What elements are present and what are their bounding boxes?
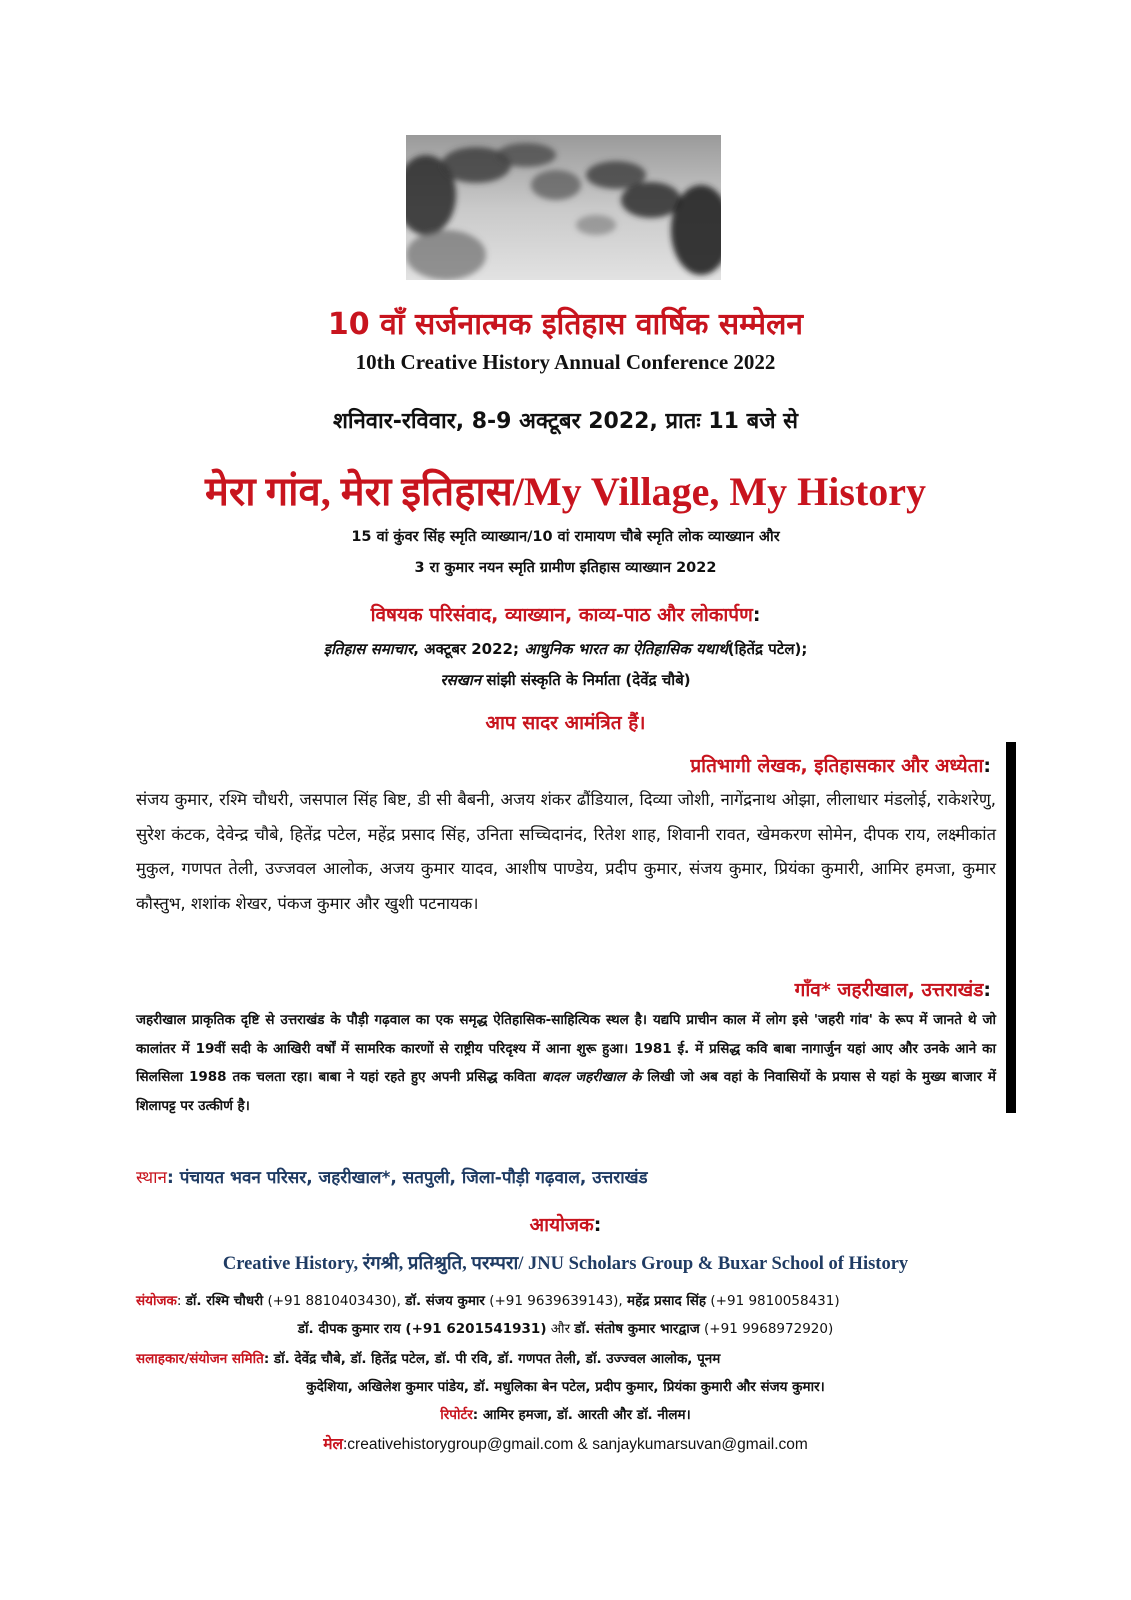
publication-raskhan-subtitle: सांझी संस्कृति के निर्माता (देवेंद्र चौबे) xyxy=(481,671,691,689)
convener-part: (+91 9639639143), xyxy=(484,1293,628,1309)
venue-label: स्थान xyxy=(136,1168,167,1188)
reporters-text: : आमिर हमजा, डॉ. आरती और डॉ. नीलम। xyxy=(472,1407,691,1423)
program-topics-heading xyxy=(0,601,1131,627)
lecture-series-line-2: 3 रा कुमार नयन स्मृति ग्रामीण इतिहास व्याख्यान 2022 xyxy=(414,560,717,576)
publications-line-1 xyxy=(0,639,1131,659)
participants-list: संजय कुमार, रश्मि चौधरी, जसपाल सिंह बिष्ट, डी सी बैबनी, अजय शंकर ढौंडियाल, दिव्या जोशी, नागेंद्रनाथ ओझा, लीलाधार मंडलोई, राकेशरेणु, सुरेश कंटक, देवेन्द्र चौबे, हितेंद्र पटेल, महेंद्र प्रसाद सिंह, उनिता सच्चिदानंद, रितेश शाह, शिवानी रावत, खेमकरण सोमेन, दीपक राय, लक्ष्मीकांत मुकुल, गणपत तेली, उज्जवल आलोक, अजय कुमार यादव, आशीष पाण्डेय, प्रदीप कुमार, संजय कुमार, प्रियंका कुमारी, आमिर हमजा, कुमार कौस्तुभ, शशांक शेखर, पंकज कुमार और खुशी पटनायक। xyxy=(136,790,996,913)
venue xyxy=(136,1165,648,1188)
conference-title-english: 10th Creative History Annual Conference 2022 xyxy=(355,350,776,374)
convener-part: डॉ. संतोष कुमार भारद्वाज xyxy=(574,1321,700,1337)
village-heading xyxy=(795,976,991,1002)
header-photo xyxy=(406,135,721,280)
mail-label: मेल xyxy=(323,1435,343,1453)
reporters xyxy=(0,1405,1131,1423)
organizers-colon: : xyxy=(593,1214,602,1236)
event-theme: मेरा गांव, मेरा इतिहास/My Village, My History xyxy=(204,469,927,514)
conveners-names-2 xyxy=(298,1321,833,1337)
village-text-a: जहरीखाल प्राकृतिक दृष्टि से उत्तराखंड के पौड़ी गढ़वाल का एक समृद्ध ऐतिहासिक-साहित्यिक स्थल है। यद्यपि प्राचीन काल में लोग इसे 'जहरी गांव' के रूप में जानते थे जो कालांतर में 19वीं सदी के आखिरी वर्षों में सामरिक कारणों से राष्ट्रीय परिदृश्य में आना शुरू हुआ। 1981 ई. में प्रसिद्ध कवि बाबा नागार्जुन यहां आए और उनके आने का सिलसिला 1988 तक चलता रहा। बाबा ने यहां रहते हुए अपनी प्रसिद्ध कविता xyxy=(136,1012,996,1085)
conveners-names-1 xyxy=(177,1293,840,1309)
advisory-text-1: : डॉ. देवेंद्र चौबे, डॉ. हितेंद्र पटेल, डॉ. पी रवि, डॉ. गणपत तेली, डॉ. उज्ज्वल आलोक, पूनम xyxy=(263,1351,721,1367)
organizers-list: Creative History, रंगश्री, प्रतिश्रुति, परम्परा/ JNU Scholars Group & Buxar School of History xyxy=(222,1254,909,1274)
conveners-label: संयोजक xyxy=(136,1293,177,1309)
publication-raskhan: रसखान xyxy=(440,671,482,689)
village-description xyxy=(136,1006,996,1120)
village-colon: : xyxy=(983,979,991,1001)
event-date: शनिवार-रविवार, 8-9 अक्टूबर 2022, प्रातः 11 बजे से xyxy=(332,409,799,434)
convener-part: और xyxy=(546,1321,575,1337)
village-text-b: लिखी जो अब वहां के निवासियों के प्रयास से यहां के मुख्य बाजार में शिलापट्ट पर उत्कीर्ण है। xyxy=(136,1069,996,1114)
convener-part: डॉ. रश्मि चौधरी xyxy=(185,1293,264,1309)
convener-part: महेंद्र प्रसाद सिंह xyxy=(627,1293,707,1309)
invitation-text: आप सादर आमंत्रित हैं। xyxy=(485,712,646,734)
convener-part: (+91 8810403430), xyxy=(263,1293,406,1309)
conveners-line-2 xyxy=(0,1319,1131,1337)
publication-date: , अक्टूबर 2022; xyxy=(413,640,525,658)
program-topics-label: विषयक परिसंवाद, व्याख्यान, काव्य-पाठ और लोकार्पण xyxy=(370,604,753,626)
mail-addresses: :creativehistorygroup@gmail.com & sanjaykumarsuvan@gmail.com xyxy=(343,1436,808,1453)
lecture-series-line-1: 15 वां कुंवर सिंह स्मृति व्याख्यान/10 वां रामायण चौबे स्मृति लोक व्याख्यान और xyxy=(351,529,780,545)
right-margin-bar xyxy=(1006,742,1016,1113)
participants-heading xyxy=(690,752,991,778)
convener-part: (+91 9968972920) xyxy=(699,1321,834,1337)
convener-part: डॉ. दीपक कुमार राय (+91 6201541931) xyxy=(297,1321,547,1337)
reporters-label: रिपोर्टर xyxy=(440,1407,473,1423)
publications-line-2 xyxy=(0,670,1131,690)
advisory-label: सलाहकार/संयोजन समिति xyxy=(136,1351,264,1367)
conference-title-hindi: 10 वाँ सर्जनात्मक इतिहास वार्षिक सम्मेलन xyxy=(327,307,804,342)
advisory-line-1 xyxy=(136,1349,1016,1367)
conveners-line-1 xyxy=(136,1291,1016,1309)
convener-part: : xyxy=(176,1293,186,1309)
convener-part: डॉ. संजय कुमार xyxy=(405,1293,485,1309)
publication-book-title: आधुनिक भारत का ऐतिहासिक यथार्थ xyxy=(524,640,728,658)
convener-part: (+91 9810058431) xyxy=(706,1293,840,1309)
poem-title: बादल जहरीखाल के xyxy=(541,1069,642,1085)
organizers-label: आयोजक xyxy=(529,1214,594,1236)
participants-label: प्रतिभागी लेखक, इतिहासकार और अध्येता xyxy=(690,755,984,777)
publication-itihas-samachar: इतिहास समाचार xyxy=(323,640,414,658)
venue-text: : पंचायत भवन परिसर, जहरीखाल*, सतपुली, जिला-पौड़ी गढ़वाल, उत्तराखंड xyxy=(166,1168,648,1188)
organizers-heading xyxy=(0,1211,1131,1237)
advisory-line-2: कुदेशिया, अखिलेश कुमार पांडेय, डॉ. मधुलिका बेन पटेल, प्रदीप कुमार, प्रियंका कुमारी और संजय कुमार। xyxy=(306,1379,825,1395)
participants-colon: : xyxy=(983,755,991,777)
publication-author: (हितेंद्र पटेल); xyxy=(727,640,808,658)
village-label: गाँव* जहरीखाल, उत्तराखंड xyxy=(794,979,984,1001)
program-topics-colon: : xyxy=(752,604,761,626)
contact-email xyxy=(0,1432,1131,1454)
